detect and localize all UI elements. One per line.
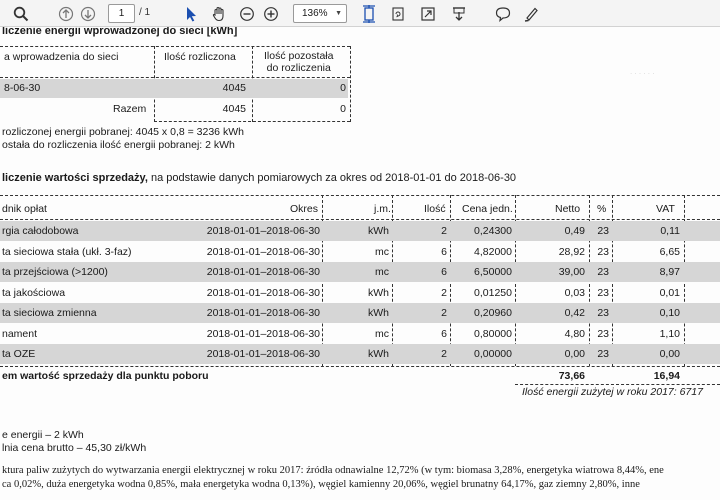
table2-cell-vat: 0,11 [660, 225, 680, 237]
table2-cell-pct: 23 [597, 327, 609, 340]
table2-cell-price: 4,82000 [474, 245, 512, 258]
chevron-down-icon: ▼ [335, 10, 342, 17]
table1-cell-remaining: 0 [340, 82, 346, 94]
table2-cell-name: ta sieciowa stała (ukł. 3-faz) [2, 245, 132, 258]
table2-header-unit: j.m. [374, 203, 391, 215]
table2-cell-qty: 6 [441, 245, 447, 258]
table2-cell-unit: mc [375, 245, 389, 258]
zoom-select[interactable] [293, 4, 347, 23]
fit-page-icon[interactable] [360, 3, 378, 24]
table2-cell-pct: 23 [597, 245, 609, 258]
hand-pan-icon[interactable] [209, 3, 229, 24]
table1-header-qty: Ilość rozliczona [164, 51, 236, 63]
comment-icon[interactable] [494, 3, 512, 24]
table2-header-price: Cena jedn. [462, 203, 513, 215]
table2-cell-pct: 23 [597, 225, 609, 237]
zoom-out-icon[interactable] [238, 3, 256, 24]
footer-line-3: ktura paliw zużytych do wytwarzania energii elektrycznej w roku 2017: źródła odnawialne 12,72% (w tym: biomasa 3,28%, energetyka wiatrowa 8,44%, ene [2, 465, 664, 476]
table2-cell-net: 0,42 [564, 307, 585, 319]
table2-cell-pct: 23 [597, 266, 609, 278]
table2-cell-period: 2018-01-01–2018-06-30 [206, 327, 320, 340]
table2-cell-vat: 0,00 [659, 348, 680, 360]
table2-header-qty: Ilość [424, 203, 446, 215]
table2-cell-qty: 6 [441, 327, 447, 340]
table2-cell-net: 39,00 [558, 266, 585, 278]
table2-cell-price: 0,00000 [474, 348, 512, 360]
table2-header-pct: % [597, 203, 607, 215]
table2-cell-price: 0,24300 [474, 225, 512, 237]
table2-cell-vat: 0,10 [659, 307, 680, 319]
table2-cell-unit: mc [375, 327, 389, 340]
faint-text: . . . . . . [630, 67, 655, 76]
table2-cell-period: 2018-01-01–2018-06-30 [206, 348, 320, 360]
table1-border-bottom [154, 121, 350, 122]
table1-header-remaining: Ilość pozostała do rozliczenia [264, 50, 334, 74]
pdf-toolbar [0, 0, 720, 27]
table2-cell-vat: 1,10 [659, 327, 680, 340]
page-down-icon[interactable] [78, 3, 98, 24]
table1-divider [350, 46, 351, 122]
footer-line-1: e energii – 2 kWh [2, 429, 84, 441]
download-icon[interactable] [450, 3, 468, 24]
footer-line-2: lnia cena brutto – 45,30 zł/kWh [2, 442, 147, 454]
table2-cell-unit: kWh [368, 225, 389, 237]
zoom-in-icon[interactable] [262, 3, 280, 24]
table2-cell-price: 0,01250 [474, 286, 512, 299]
table2-cell-qty: 2 [441, 286, 447, 299]
table2-cell-name: ta sieciowa zmienna [2, 307, 97, 319]
table1-header-underline [0, 77, 350, 78]
pdf-page [0, 27, 720, 500]
table2-header-period: Okres [289, 203, 318, 215]
table2-sum-label: em wartość sprzedaży dla punktu poboru [2, 370, 209, 382]
table2-cell-price: 0,20960 [474, 307, 512, 319]
section1-note-2: ostała do rozliczenia ilość energii pobranej: 2 kWh [2, 139, 235, 151]
table2-header-underline [0, 219, 720, 220]
table2-cell-price: 6,50000 [474, 266, 512, 278]
zoom-value: 136% [302, 8, 328, 19]
table2-cell-vat: 0,01 [659, 286, 680, 299]
table2-sum-vat: 16,94 [653, 370, 680, 382]
page-number-input[interactable]: 1 [108, 4, 135, 23]
table1-border-top [0, 46, 350, 47]
table1-header-date: a wprowadzenia do sieci [4, 51, 119, 63]
table2-cell-unit: kWh [368, 307, 389, 319]
highlight-pen-icon[interactable] [522, 3, 540, 24]
rotate-icon[interactable] [389, 3, 407, 24]
table2-cell-name: ta przejściowa (>1200) [2, 266, 108, 278]
select-cursor-icon[interactable] [182, 3, 200, 24]
table2-cell-name: rgia całodobowa [2, 225, 79, 237]
table2-cell-unit: mc [375, 266, 389, 278]
table2-sum-net: 73,66 [558, 370, 585, 382]
table2-cell-net: 0,03 [564, 286, 585, 299]
table2-cell-vat: 8,97 [659, 266, 680, 278]
page-up-icon[interactable] [56, 3, 76, 24]
table2-cell-net: 4,80 [564, 327, 585, 340]
table2-cell-vat: 6,65 [659, 245, 680, 258]
section2-title [2, 172, 516, 184]
section2-title-bold: liczenie wartości sprzedaży, [2, 172, 148, 184]
table1-cell-date: 8-06-30 [4, 82, 41, 94]
table2-cell-period: 2018-01-01–2018-06-30 [206, 266, 320, 278]
table1-sum-qty: 4045 [222, 103, 246, 115]
table2-cell-qty: 6 [441, 266, 447, 278]
footer-line-4: ca 0,02%, duża energetyka wodna 0,85%, mała energetyka wodna 0,13%), węgiel kamienny 20,06%, węgiel brunatny 64,17%, gaz ziemny 2,80%, inne [2, 479, 640, 490]
section2-title-rest: na podstawie danych pomiarowych za okres od 2018-01-01 do 2018-06-30 [150, 172, 517, 184]
table2-cell-qty: 2 [441, 225, 447, 237]
section1-note-1: rozliczonej energii pobranej: 4045 x 0,8 = 3236 kWh [2, 126, 244, 138]
search-icon[interactable] [10, 3, 32, 24]
table2-cell-name: ta jakościowa [2, 286, 66, 299]
table2-cell-unit: kWh [368, 286, 389, 299]
table1-sum-label: Razem [113, 103, 147, 115]
table2-header-name: dnik opłat [2, 203, 47, 215]
table2-cell-pct: 23 [597, 286, 609, 299]
table2-header-vat: VAT [656, 203, 675, 215]
table2-cell-name: ta OZE [2, 348, 36, 360]
table2-cell-period: 2018-01-01–2018-06-30 [206, 245, 320, 258]
table2-cell-net: 0,49 [564, 225, 585, 237]
table2-sum-underline [515, 384, 720, 385]
table2-cell-price: 0,80000 [474, 327, 512, 340]
table2-cell-qty: 2 [441, 307, 447, 319]
table2-cell-period: 2018-01-01–2018-06-30 [206, 307, 320, 319]
table2-cell-unit: kWh [368, 348, 389, 360]
fullscreen-icon[interactable] [419, 3, 437, 24]
table2-sum-line [0, 366, 720, 367]
table2-header-net: Netto [555, 203, 581, 215]
usage-note: Ilość energii zużytej w roku 2017: 6717 [522, 386, 703, 398]
table1-cell-qty: 4045 [222, 82, 246, 94]
table1-sum-remaining: 0 [340, 103, 346, 115]
table2-cell-period: 2018-01-01–2018-06-30 [206, 286, 320, 299]
table2-cell-net: 0,00 [564, 348, 585, 360]
table2-cell-name: nament [2, 327, 38, 340]
table2-cell-net: 28,92 [558, 245, 585, 258]
table2-cell-qty: 2 [441, 348, 447, 360]
table2-cell-period: 2018-01-01–2018-06-30 [206, 225, 320, 237]
table2-cell-pct: 23 [597, 307, 609, 319]
page-total-label: / 1 [139, 7, 151, 18]
table2-cell-pct: 23 [597, 348, 609, 360]
section1-title: liczenie energii wprowadzonej do sieci [kWh] [2, 27, 238, 37]
